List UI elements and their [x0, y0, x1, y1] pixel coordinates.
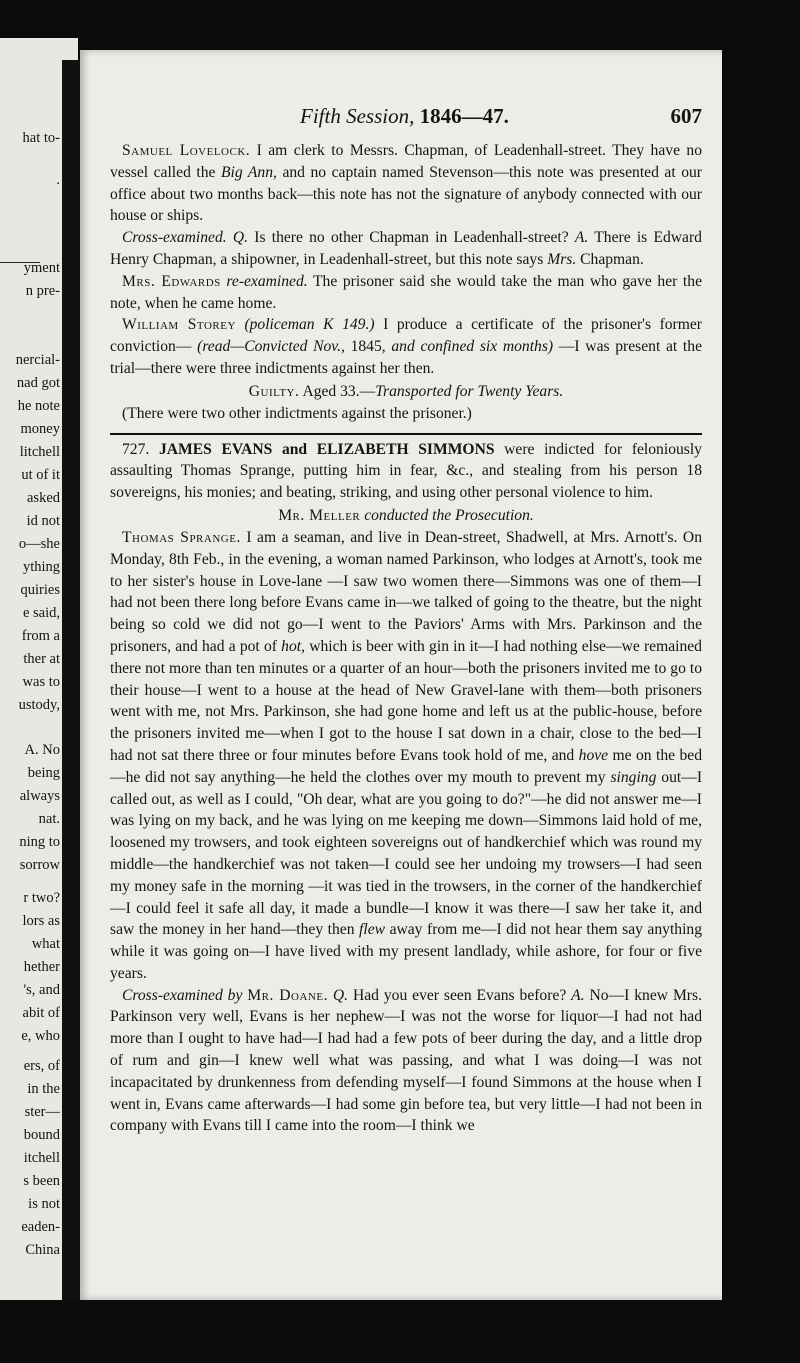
page-number: 607: [670, 104, 702, 128]
facing-page-line: from a: [21, 628, 60, 644]
facing-page-line: hether: [23, 959, 60, 975]
facing-page-line: quiries: [20, 582, 60, 598]
witness-name: William Storey: [122, 316, 236, 334]
facing-page-line: abit of: [22, 1005, 60, 1021]
witness-name: Thomas Sprange.: [122, 528, 241, 546]
facing-page-line: eaden-: [21, 1219, 60, 1235]
session-years: 1846—47.: [419, 104, 509, 128]
facing-page-line: itchell: [23, 1150, 60, 1166]
facing-page-line: 's, and: [23, 982, 60, 998]
facing-page-line: is not: [28, 1196, 60, 1212]
facing-page-line: he note: [17, 398, 60, 414]
facing-page-line: lors as: [22, 913, 60, 929]
facing-page-line: China: [25, 1242, 60, 1258]
ship-name: Big Ann,: [220, 163, 277, 181]
testimony-sprange: Thomas Sprange. I am a seaman, and live in Dean-street, Shadwell, at Mrs. Arnott's. On Monday, 8th Feb., in the evening, a woman named Parkinson, who lodges at Arnott's, took me to her sister's house in Love-lane —I saw two women there—Simmons was one of them—I had not been there long before Evans came in—we talked of going to the theatre, but the night being so cold we did not go—I went to the Paviors' Arms with Mrs. Parkinson and the prisoners, and had a pot of hot, which is beer with gin in it—I had nothing else—we remained there not more than ten minutes or a quarter of an hour—both the prisoners invited me to go to their house—I went to a house at the head of New Gravel-lane with them—both prisoners went with me, not Mrs. Parkinson, she had gone home and left us at the public-house, before the prisoners invited me—when I got to the house I sat down in a chair, close to the bed—I had not sat there three or four minutes before Evans took hold of me, and hove me on the bed—he did not say anything—he held the clothes over my mouth to prevent my singing out—I called out, as well as I could, "Oh dear, what are you going to do?"—he did not answer me—I was lying on my back, and he was lying on me keeping me down—Simmons laid hold of me, loosened my trowsers, and took eighteen sovereigns out of handkerchief which was round my middle—the handkerchief was not taken—I could see her undoing my trowsers—I had seen my money safe in the morning —it was tied in the trowsers, in the corner of the handkerchief—I could feel it safe all day, it made a bundle—I know it was there—I saw her take it, and saw the money in her hand—they then flew away from me—I did not hear them say anything while it was going on—I have lived with my present landlady, while ashore, for four or five years.: [110, 528, 703, 982]
other-indictments-note: (There were two other indictments against the prisoner.): [122, 404, 472, 422]
facing-page-line: money: [20, 421, 60, 437]
facing-page-line: asked: [26, 490, 60, 506]
sentence: Transported for Twenty Years.: [375, 382, 564, 400]
facing-page-line: ning to: [19, 834, 60, 850]
facing-page-line: in the: [27, 1081, 60, 1097]
case-divider: [110, 433, 702, 435]
witness-name: Samuel Lovelock.: [122, 142, 251, 159]
facing-page-line: always: [19, 788, 60, 804]
facing-page-line: nat.: [38, 811, 60, 827]
facing-page-line: r two?: [23, 890, 60, 906]
re-examination-edwards: Mrs. Edwards re-examined. The prisoner said she would take the man who gave her the note, when he came home.: [110, 272, 702, 312]
facing-page-line: bound: [23, 1127, 60, 1143]
facing-page-line: ything: [22, 559, 60, 575]
facing-page-line: ther at: [23, 651, 60, 667]
facing-page-line: s been: [23, 1173, 60, 1189]
facing-page-line: e, who: [21, 1028, 60, 1044]
facing-page-line: hat to-: [22, 130, 60, 146]
facing-page-line: id not: [26, 513, 60, 529]
facing-page-line: yment: [23, 260, 60, 276]
prosecution-line: Mr. Meller conducted the Prosecution.: [278, 506, 534, 524]
verdict: Guilty. Aged 33.—Transported for Twenty Years.: [248, 382, 564, 400]
verdict-guilty: Guilty.: [248, 382, 300, 400]
facing-page-line: nad got: [16, 375, 60, 391]
facing-page-rule: [0, 262, 40, 263]
page-header: [110, 104, 702, 140]
facing-page-line: e said,: [22, 605, 60, 621]
book-gutter: [62, 60, 80, 1300]
cross-examination-1: Cross-examined. Q. Is there no other Chapman in Leadenhall-street? A. There is Edward Henry Chapman, a shipowner, in Leadenhall-street, but this note says Mrs. Chapman.: [110, 229, 702, 268]
scan-border-right: [722, 50, 800, 1300]
facing-page-line: A. No: [24, 742, 60, 758]
counsel-name: Mr. Doane.: [247, 986, 329, 1004]
testimony-storey: William Storey (policeman K 149.) I produce a certificate of the prisoner's former conviction— (read—Convicted Nov., 1845, and confined six months) —I was present at the trial—there were three indictments against her then.: [110, 316, 702, 377]
case-heading: 727. JAMES EVANS and ELIZABETH SIMMONS were indicted for feloniously assaulting Thomas Sprange, putting him in fear, &c., and stealing from his person 18 sovereigns, his monies; and beating, striking, and using other personal violence to him.: [110, 440, 702, 502]
facing-page-line: ustody,: [18, 697, 60, 713]
facing-page-line: .: [56, 172, 60, 188]
facing-page-line: sorrow: [19, 857, 60, 873]
facing-page-line: what: [31, 936, 60, 952]
facing-page-line: nercial-: [15, 352, 60, 368]
facing-page-line: was to: [22, 674, 60, 690]
prosecutor-name: Mr. Meller: [278, 506, 361, 524]
facing-page-line: litchell: [19, 444, 60, 460]
testimony-lovelock: Samuel Lovelock. I am clerk to Messrs. Chapman, of Leadenhall-street. They have no vessel called the Big Ann, and no captain named Stevenson—this note was presented at our office about two months back—this note has not the signature of anybody connected with our house or ships.: [110, 142, 703, 225]
defendant-names: JAMES EVANS and ELIZABETH SIMMONS: [158, 440, 495, 458]
facing-page-line: ut of it: [21, 467, 60, 483]
witness-name: Mrs. Edwards: [122, 272, 221, 290]
facing-page-line: ster—: [24, 1104, 60, 1120]
facing-page-line: ers, of: [23, 1058, 60, 1074]
facing-page-line: o—she: [18, 536, 60, 552]
case-number: 727.: [122, 440, 150, 458]
facing-page-line: n pre-: [25, 283, 60, 299]
cross-examination-doane: Cross-examined by Mr. Doane. Q. Had you ever seen Evans before? A. No—I knew Mrs. Parkinson very well, Evans is her nephew—I was not the worse for liquor—I had not had more than I ought to have had—I had had a few pots of beer during the day, and a little drop of rum and gin—I knew well what was passing, and what I was doing—I was not incapacitated by drunkenness from defending myself—I found Simmons at the house when I went in, Evans came afterwards—I had some gin before tea, but very little—I had not been in company with Evans till I came into the room—I think we: [110, 986, 702, 1135]
page-content: [110, 104, 702, 1137]
facing-page-line: being: [27, 765, 60, 781]
running-head: Fifth Session, 1846—47.: [300, 104, 509, 128]
scan-border-bottom: [0, 1300, 800, 1363]
